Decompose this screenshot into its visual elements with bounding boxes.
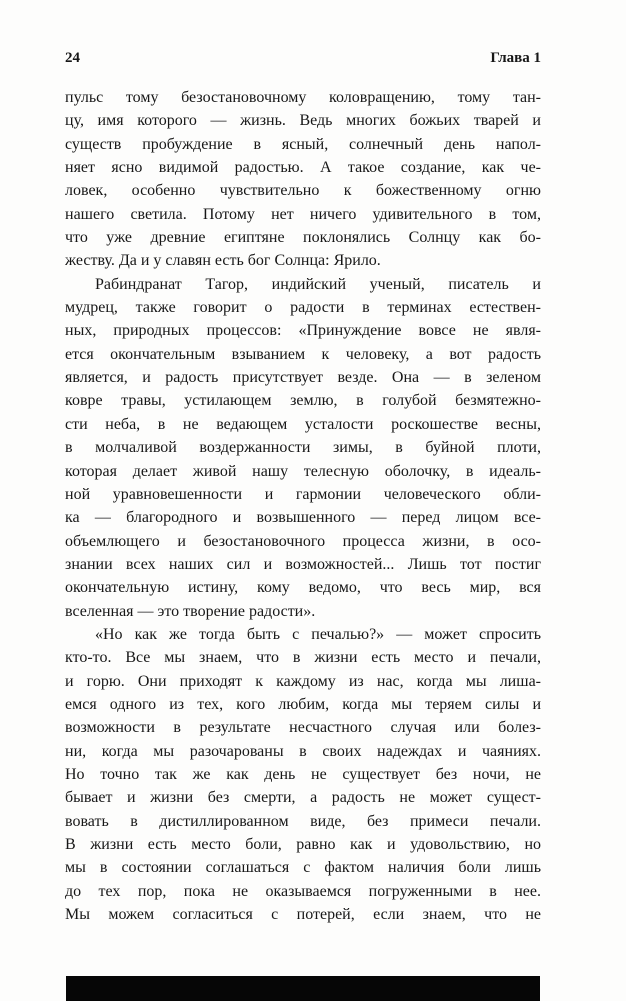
text-line: няет ясно видимой радостью. А такое создание, как че- bbox=[65, 159, 541, 177]
text-line: ка — благородного и возвышенного — перед лицом все- bbox=[65, 509, 541, 527]
text-line: знании всех наших сил и возможностей... Лишь тот постиг bbox=[65, 555, 541, 573]
text-line: мудрец, также говорит о радости в терминах естествен- bbox=[65, 299, 541, 317]
text-line: Рабиндранат Тагор, индийский ученый, писатель и bbox=[95, 275, 541, 293]
text-line: В жизни есть место боли, равно как и удовольствию, но bbox=[65, 836, 541, 853]
text-line: окончательную истину, кому ведомо, что весь мир, вся bbox=[65, 579, 541, 597]
running-head bbox=[65, 50, 541, 67]
text-line: ной уравновешенности и гармонии человеческого обли- bbox=[65, 485, 541, 503]
text-line: ковре травы, устилающем землю, в голубой безмятежно- bbox=[65, 392, 541, 410]
text-line: вовать в дистиллированном виде, без примеси печали. bbox=[65, 812, 541, 830]
text-line: вселенная — это творение радости». bbox=[65, 602, 316, 620]
text-line: которая делает живой нашу телесную оболочку, в идеаль- bbox=[65, 462, 541, 480]
text-line: цу, имя которого — жизнь. Ведь многих божьих тварей и bbox=[65, 112, 541, 130]
text-line: до тех пор, пока не оказываемся погруженными в нее. bbox=[65, 882, 541, 900]
text-line: ловек, особенно чувствительно к божественному огню bbox=[65, 182, 541, 200]
text-line: емся одного из тех, кого любим, когда мы теряем силы и bbox=[65, 695, 541, 713]
text-line: «Но как же тогда быть с печалью?» — может спросить bbox=[95, 625, 541, 643]
text-line: ни, когда мы разочарованы в своих надеждах и чаяниях. bbox=[65, 742, 541, 760]
page-body bbox=[65, 86, 541, 926]
text-line: что уже древние египтяне поклонялись Солнцу как бо- bbox=[65, 229, 541, 247]
text-line: в молчаливой воздержанности зимы, в буйной плоти, bbox=[65, 439, 541, 457]
text-line: является, и радость присутствует везде. Она — в зеленом bbox=[65, 369, 541, 387]
page-number: 24 bbox=[65, 50, 80, 66]
chapter-title: Глава 1 bbox=[490, 50, 541, 66]
text-line: существ пробуждение в ясный, солнечный день напол- bbox=[65, 135, 541, 153]
text-line: ется окончательным взыванием к человеку, а вот радость bbox=[65, 345, 541, 363]
scan-artifact-bar bbox=[66, 976, 540, 1001]
text-line: бывает и жизни без смерти, а радость не может сущест- bbox=[65, 789, 541, 807]
text-line: сти неба, в не ведающем усталости роскошестве весны, bbox=[65, 415, 541, 433]
text-line: Но точно так же как день не существует без ночи, не bbox=[65, 765, 541, 783]
text-line: объемлющего и безостановочного процесса жизни, в осо- bbox=[65, 532, 541, 550]
text-line: мы в состоянии соглашаться с фактом наличия боли лишь bbox=[65, 859, 541, 877]
text-line: Мы можем согласиться с потерей, если знаем, что не bbox=[65, 906, 541, 924]
text-line: нашего светила. Потому нет ничего удивительного в том, bbox=[65, 205, 541, 223]
text-line: ных, природных процессов: «Принуждение вовсе не явля- bbox=[65, 322, 541, 340]
text-line: возможности в результате несчастного случая или болез- bbox=[65, 719, 541, 737]
text-line: пульс тому безостановочному коловращению, тому тан- bbox=[65, 89, 541, 106]
text-line: жеству. Да и у славян есть бог Солнца: Ярило. bbox=[65, 252, 381, 270]
text-line: и горю. Они приходят к каждому из нас, когда мы лиша- bbox=[65, 672, 541, 690]
text-line: кто-то. Все мы знаем, что в жизни есть место и печали, bbox=[65, 649, 541, 667]
